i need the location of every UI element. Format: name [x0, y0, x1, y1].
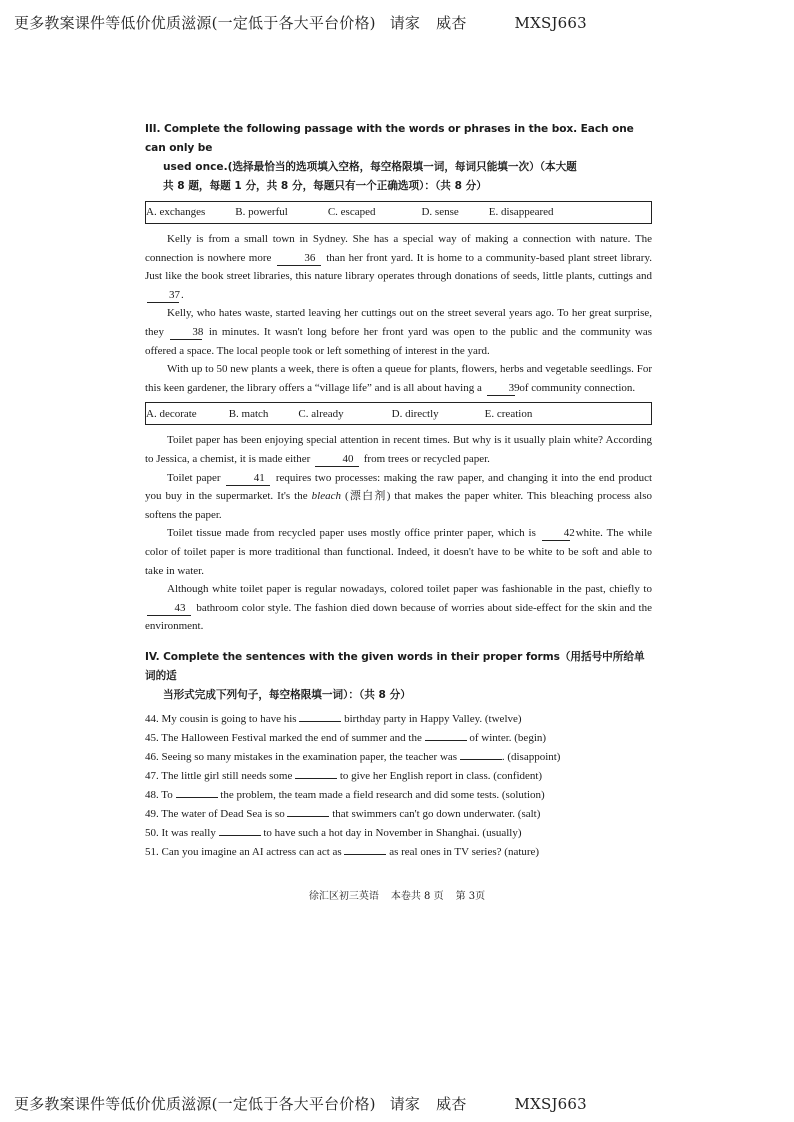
passage-2-para-2: [145, 469, 652, 525]
passage-text: Although white toilet paper is regular nowadays, colored toilet paper was fashionable in the past, chiefly to: [167, 583, 652, 596]
passage-text: from trees or recycled paper.: [363, 452, 490, 465]
exam-page: [145, 120, 652, 861]
passage-text: white. The while color of toilet paper is more traditional than functional. Indeed, it doesn't have to be white to be soft and able to take in water.: [145, 527, 653, 577]
passage-italic-term: bleach: [311, 490, 341, 503]
answer-blank-45[interactable]: [425, 728, 467, 741]
exercise-text: 50. It was really: [145, 826, 216, 839]
passage-text: Toilet paper has been enjoying special attention in recent times. But why is it usually plain white? According to Jessica, a chemist, it is made either: [145, 434, 652, 465]
exercise-item: [145, 709, 652, 728]
answer-blank-47[interactable]: [295, 766, 337, 779]
top-promo-banner: [14, 12, 587, 33]
passage-text: Kelly is from a small town in Sydney. She has a special way of making a connection with nature. The connection is nowhere more: [145, 233, 652, 264]
passage-2: [145, 431, 652, 636]
section-4-heading: [145, 648, 652, 705]
footer-total-pages: 本卷共 8 页: [390, 891, 444, 902]
blank-38[interactable]: 38: [170, 326, 202, 340]
section-4-instruction-en: IV. Complete the sentences with the given words in their proper forms: [145, 650, 560, 663]
exercise-text: 51. Can you imagine an AI actress can act as: [145, 845, 342, 858]
exercise-text: 44. My cousin is going to have his: [145, 712, 297, 725]
blank-40[interactable]: 40: [315, 453, 359, 467]
word-box-2-option-d: D. directly: [391, 407, 439, 420]
exercise-text: that swimmers can't go down underwater. (salt): [332, 807, 541, 820]
exercise-text: 47. The little girl still needs some: [145, 769, 293, 782]
word-box-1-option-d: D. sense: [421, 206, 459, 219]
banner-contact-label: 请家: [389, 1095, 421, 1113]
passage-text: of community connection.: [519, 381, 636, 394]
page-footer: [0, 887, 794, 902]
banner-contact-name: 威杏: [436, 14, 467, 32]
word-box-1-option-c: C. escaped: [327, 206, 376, 219]
section-3-instruction-cn-2: 共 8 题，每题 1 分，共 8 分，每题只有一个正确选项）：（共 8 分）: [163, 180, 487, 192]
section-3-instruction-en-1: III. Complete the following passage with the words or phrases in the box. Each one can only be: [145, 123, 634, 154]
banner-code: MXSJ663: [514, 1095, 587, 1113]
blank-42[interactable]: 42: [542, 527, 570, 541]
passage-1-para-2: [145, 304, 652, 360]
passage-text: Kelly, who hates waste, started leaving her cuttings out on the street several years ago. To her great surprise, they: [145, 307, 652, 338]
word-box-2-option-a: A. decorate: [146, 407, 197, 420]
word-box-2-option-b: B. match: [228, 407, 269, 420]
passage-text: bathroom color style. The fashion died down because of worries about side-effect for the skin and the environment.: [145, 601, 652, 633]
answer-blank-48[interactable]: [176, 785, 218, 798]
banner-contact-label: 请家: [389, 14, 421, 32]
exercise-item: [145, 823, 652, 842]
passage-2-para-3: [145, 524, 652, 580]
answer-blank-49[interactable]: [287, 804, 329, 817]
blank-41[interactable]: 41: [226, 472, 270, 486]
passage-1-para-3: [145, 360, 652, 397]
exercise-text: of winter. (begin): [469, 731, 547, 744]
answer-blank-46[interactable]: [460, 747, 502, 760]
answer-blank-44[interactable]: [299, 709, 341, 722]
exercise-text: to give her English report in class. (confident): [339, 769, 543, 782]
word-box-1-option-e: E. disappeared: [488, 206, 554, 219]
banner-text: 更多教案课件等低价优质滋源(一定低于各大平台价格): [14, 1095, 376, 1113]
exercise-text: as real ones in TV series? (nature): [389, 845, 540, 858]
passage-2-para-4: [145, 580, 652, 636]
exercise-text: 49. The water of Dead Sea is so: [145, 807, 285, 820]
passage-2-para-1: [145, 431, 652, 468]
passage-text: .: [181, 288, 184, 301]
passage-text: Toilet paper: [167, 471, 221, 484]
passage-1-para-1: [145, 230, 652, 304]
answer-blank-50[interactable]: [219, 823, 261, 836]
banner-text: 更多教案课件等低价优质滋源(一定低于各大平台价格): [14, 14, 376, 32]
blank-37[interactable]: 37: [147, 289, 179, 303]
bottom-promo-banner: [14, 1093, 587, 1114]
section-4-instruction-cn-2: 当形式完成下列句子，每空格限填一词）：（共 8 分）: [163, 688, 411, 701]
exercise-text: 48. To: [145, 788, 173, 801]
banner-code: MXSJ663: [514, 14, 587, 32]
word-box-1: [145, 201, 652, 224]
exercise-text: . (disappoint): [501, 750, 561, 763]
exercise-text: 46. Seeing so many mistakes in the examination paper, the teacher was: [145, 750, 458, 763]
passage-text: Toilet tissue made from recycled paper uses mostly office printer paper, which is: [167, 527, 536, 540]
word-box-2-option-e: E. creation: [484, 407, 533, 420]
blank-39[interactable]: 39: [487, 382, 515, 396]
answer-blank-51[interactable]: [344, 842, 386, 855]
blank-36[interactable]: 36: [277, 252, 321, 266]
word-box-2: [145, 402, 652, 425]
footer-exam-name: 徐汇区初三英语: [308, 891, 379, 902]
exercise-item: [145, 842, 652, 861]
word-box-1-option-b: B. powerful: [235, 206, 288, 219]
banner-contact-name: 威杏: [436, 1095, 467, 1113]
passage-text: (漂白剂) that makes the paper whiter. This bleaching process also softens the paper.: [145, 490, 653, 521]
exercise-item: [145, 747, 652, 766]
exercise-text: the problem, the team made a field research and did some tests. (solution): [220, 788, 545, 801]
passage-text: in minutes. It wasn't long before her front yard was open to the public and the community was offered a space. The local people took or left something of interest in the yard.: [145, 325, 653, 357]
exercise-item: [145, 728, 652, 747]
section-3-heading: [145, 120, 652, 196]
exercise-text: 45. The Halloween Festival marked the end of summer and the: [145, 731, 422, 744]
exercise-text: birthday party in Happy Valley. (twelve): [344, 712, 522, 725]
passage-text: than her front yard. It is home to a community-based plant street library. Just like the book street libraries, this nature library operates through donations of seeds, little plants, cuttings and: [145, 251, 653, 283]
footer-page-number: 第 3页: [455, 891, 486, 902]
passage-text: requires two processes: making the raw paper, and changing it into the end product you buy in the supermarket. It's the: [145, 471, 653, 503]
word-box-1-option-a: A. exchanges: [146, 206, 206, 219]
passage-1: [145, 230, 652, 397]
exercise-text: to have such a hot day in November in Shanghai. (usually): [263, 826, 522, 839]
section-4-instruction-cn-1: （用括号中所给单词的适: [145, 650, 645, 682]
passage-text: With up to 50 new plants a week, there is often a queue for plants, flowers, herbs and vegetable seedlings. For this keen gardener, the library offers a “village life” and is all about having a: [145, 363, 652, 394]
exercise-item: [145, 766, 652, 785]
exercise-item: [145, 785, 652, 804]
exercise-item: [145, 804, 652, 823]
blank-43[interactable]: 43: [147, 602, 191, 616]
section-3-instruction-en-2: used once.: [163, 161, 228, 173]
word-box-2-option-c: C. already: [298, 407, 344, 420]
section-3-instruction-cn-1: (选择最恰当的选项填入空格，每空格限填一词，每词只能填一次）（本大题: [227, 161, 577, 173]
sentence-exercises: [145, 709, 652, 861]
